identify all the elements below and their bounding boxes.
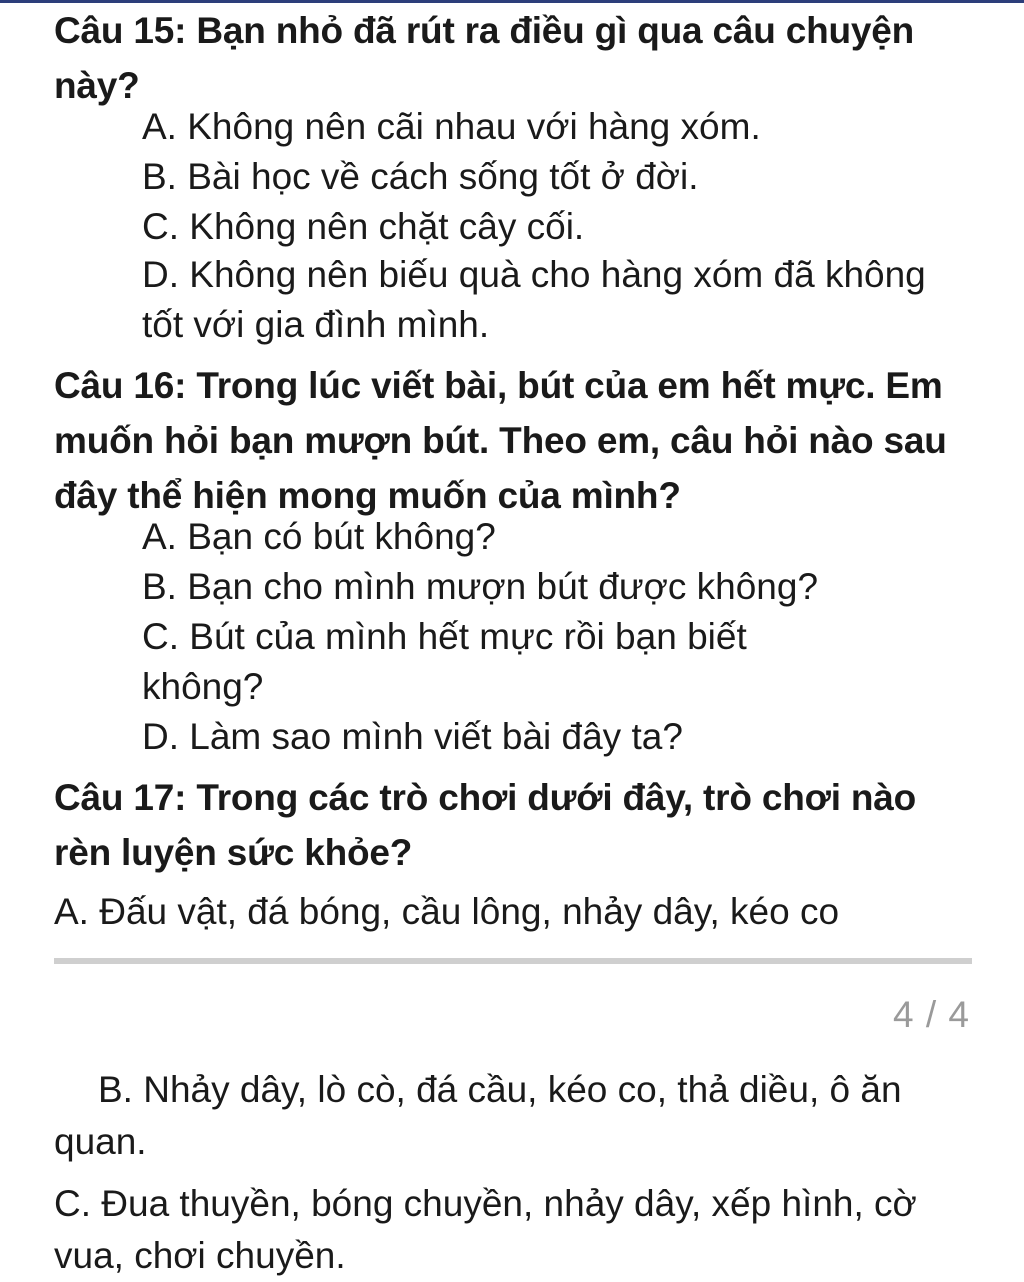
question-15-option-c: C. Không nên chặt cây cối. bbox=[142, 206, 585, 247]
question-17-title: Câu 17: Trong các trò chơi dưới đây, trò chơi nào rèn luyện sức khỏe? bbox=[54, 777, 917, 873]
question-17-option-c: C. Đua thuyền, bóng chuyền, nhảy dây, xếp hình, cờ vua, chơi chuyền. bbox=[54, 1183, 917, 1276]
question-15-option-b: B. Bài học về cách sống tốt ở đời. bbox=[142, 156, 699, 197]
question-16-option-a: A. Bạn có bút không? bbox=[142, 516, 496, 557]
question-16-option-c: C. Bút của mình hết mực rồi bạn biết không? bbox=[142, 616, 747, 707]
question-17-option-a: A. Đấu vật, đá bóng, cầu lông, nhảy dây, kéo co bbox=[54, 891, 840, 932]
question-16-option-d: D. Làm sao mình viết bài đây ta? bbox=[142, 716, 683, 757]
question-15-option-a: A. Không nên cãi nhau với hàng xóm. bbox=[142, 106, 761, 147]
question-16-title: Câu 16: Trong lúc viết bài, bút của em hết mực. Em muốn hỏi bạn mượn bút. Theo em, câu hỏi nào sau đây thể hiện mong muốn của mình? bbox=[54, 365, 947, 516]
question-15-option-d: D. Không nên biếu quà cho hàng xóm đã không tốt với gia đình mình. bbox=[142, 254, 926, 345]
question-16-option-b: B. Bạn cho mình mượn bút được không? bbox=[142, 566, 819, 607]
page-divider bbox=[54, 958, 972, 964]
question-15-title: Câu 15: Bạn nhỏ đã rút ra điều gì qua câu chuyện này? bbox=[54, 10, 915, 106]
question-17-option-b: B. Nhảy dây, lò cò, đá cầu, kéo co, thả diều, ô ăn quan. bbox=[54, 1069, 902, 1162]
page-number: 4 / 4 bbox=[893, 994, 970, 1035]
